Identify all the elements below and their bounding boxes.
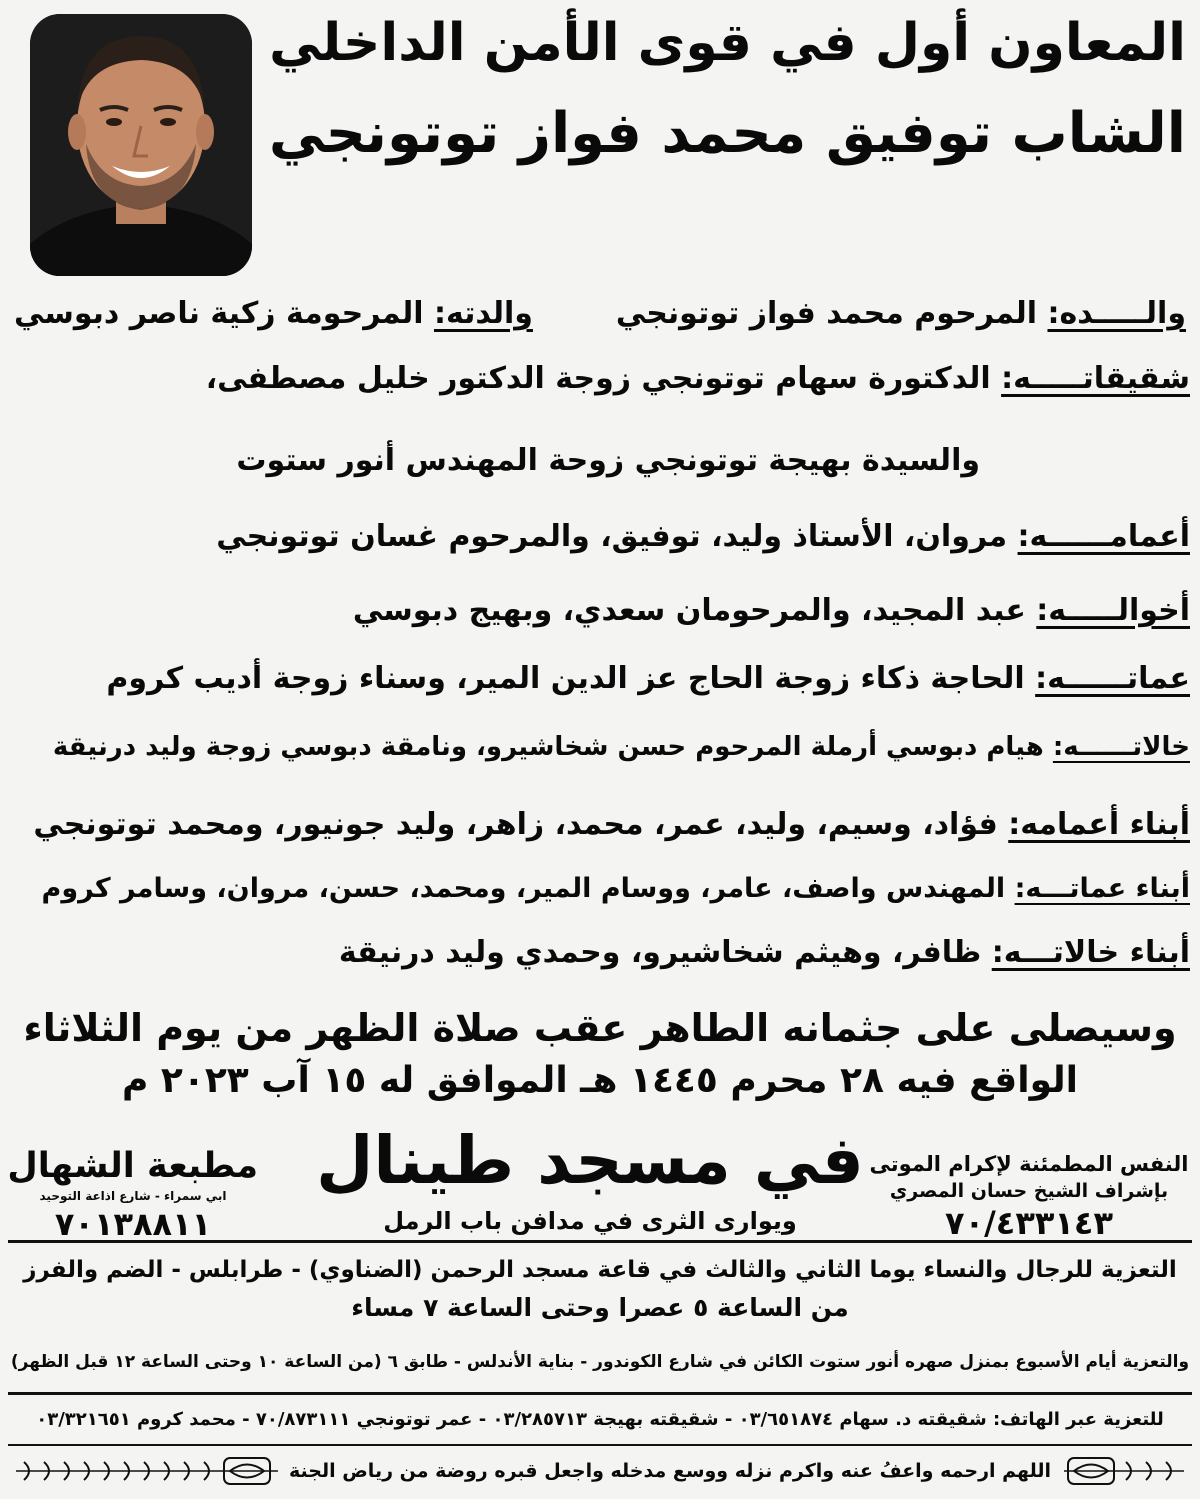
relatives-value: عبد المجيد، والمرحومان سعدي، وبهيج دبوسي (352, 593, 1026, 628)
prayer-line-1: وسيصلى على جثمانه الطاهر عقب صلاة الظهر من يوم الثلاثاء (23, 1006, 1177, 1050)
relatives-value: فؤاد، وسيم، وليد، عمر، محمد، زاهر، وليد جونيور، ومحمد توتونجي (33, 807, 998, 842)
closing-prayer: اللهم ارحمه واعفُ عنه واكرم نزله ووسع مدخله واجعل قبره روضة من رياض الجنة (289, 1460, 1051, 1482)
funeral-service-supervisor: بإشراف الشيخ حسان المصري (889, 1180, 1169, 1202)
relatives-label: أبناء أعمامه: (1008, 807, 1190, 842)
relatives-value: الدكتورة سهام توتونجي زوجة الدكتور خليل مصطفى، (205, 361, 991, 396)
mother-label: والدته: (433, 296, 533, 331)
relatives-paternal-cousins (14, 800, 1190, 850)
relatives-maternal-uncles (14, 586, 1190, 636)
relatives-label: عماتــــــه: (1035, 661, 1190, 696)
burial-place: ويوارى الثرى في مدافن باب الرمل (383, 1207, 797, 1235)
relatives-value: هيام دبوسي أرملة المرحوم حسن شخاشيرو، ونامقة دبوسي زوجة وليد درنيقة (52, 732, 1044, 762)
deceased-name: الشاب توفيق محمد فواز توتونجي (268, 101, 1186, 166)
relatives-paternal-uncles (14, 512, 1190, 562)
relatives-value: الحاجة ذكاء زوجة الحاج عز الدين المير، وسناء زوجة أديب كروم (106, 661, 1025, 696)
relatives-value: والسيدة بهيجة توتونجي زوحة المهندس أنور ستوت (236, 443, 980, 478)
condolences-halls (8, 1250, 1192, 1326)
funeral-service-credit (866, 1150, 1192, 1242)
condolences-phones: للتعزية عبر الهاتف: شقيقته د. سهام ٠٣/٦٥١٨٧٤ - شقيقته بهيجة ٠٣/٢٨٥٧١٣ - عمر توتونجي ٧٠/٨٧٣١١١ - محمد كروم ٠٣/٣٢١٦٥١ (36, 1409, 1164, 1430)
prayer-line-2: الواقع فيه ٢٨ محرم ١٤٤٥ هـ الموافق له ١٥ آب ٢٠٢٣ م (121, 1060, 1079, 1101)
relatives-value: مروان، الأستاذ وليد، توفيق، والمرحوم غسان توتونجي (216, 519, 1008, 554)
funeral-service-phone: ٧٠/٤٣٣١٤٣ (945, 1204, 1113, 1242)
funeral-service-name: النفس المطمئنة لإكرام الموتى (869, 1152, 1189, 1176)
divider (8, 1240, 1192, 1243)
relatives-label: خالاتــــــه: (1052, 732, 1190, 762)
relatives-label: أعمامــــــه: (1017, 519, 1190, 554)
parents-row (14, 296, 1186, 350)
press-phone: ٧٠١٣٨٨١١ (54, 1205, 212, 1243)
relatives-value: المهندس واصف، عامر، ووسام المير، ومحمد، حسن، مروان، وسامر كروم (41, 873, 1006, 904)
divider (8, 1444, 1192, 1446)
mother-value: المرحومة زكية ناصر دبوسي (14, 296, 424, 331)
relatives-paternal-aunts (14, 654, 1190, 704)
mother-entry (14, 296, 533, 331)
condolences-line-1: التعزية للرجال والنساء يوما الثاني والثالث في قاعة مسجد الرحمن (الضناوي) - طرابلس - الضم والفرز (23, 1257, 1177, 1283)
deceased-photo (30, 14, 252, 276)
relatives-label: أبناء خالاتـــه: (991, 935, 1190, 970)
condolences-line-2: من الساعة ٥ عصرا وحتى الساعة ٧ مساء (351, 1293, 849, 1322)
relatives-label: أخوالـــــه: (1036, 593, 1190, 628)
father-entry (616, 296, 1186, 331)
condolences-line-3: والتعزية أيام الأسبوع بمنزل صهره أنور ستوت الكائن في شارع الكوندور - بناية الأندلس - طابق ٦ (من الساعة ١٠ وحتى الساعة ١٢ قبل الظهر) (10, 1352, 1190, 1372)
mosque-block (270, 1118, 910, 1238)
relatives-sisters-continued (236, 436, 980, 486)
footer (8, 1450, 1192, 1494)
father-label: والـــــده: (1047, 296, 1186, 331)
relatives-label: أبناء عماتـــه: (1014, 873, 1190, 904)
relatives-sisters (14, 354, 1190, 404)
press-credit (8, 1144, 258, 1244)
header (270, 8, 1186, 190)
relatives-paternal-aunt-cousins (14, 864, 1190, 914)
ornament-border-icon (1064, 1454, 1184, 1488)
divider (8, 1392, 1192, 1395)
relatives-value: ظافر، وهيثم شخاشيرو، وحمدي وليد درنيقة (338, 935, 982, 970)
prayer-announcement (10, 1000, 1190, 1106)
deceased-rank: المعاون أول في قوى الأمن الداخلي (269, 13, 1186, 73)
mosque-name: في مسجد طينال (316, 1122, 864, 1199)
press-name: مطبعة الشهال (7, 1146, 258, 1186)
father-value: المرحوم محمد فواز توتونجي (615, 296, 1038, 331)
ornament-border-icon (16, 1454, 278, 1488)
relatives-label: شقيقاتـــــه: (1001, 361, 1190, 396)
portrait-image (30, 14, 252, 276)
relatives-maternal-aunt-cousins (14, 928, 1190, 978)
relatives-maternal-aunts (14, 722, 1190, 772)
press-address: ابي سمراء - شارع اذاعة التوحيد (39, 1189, 227, 1203)
